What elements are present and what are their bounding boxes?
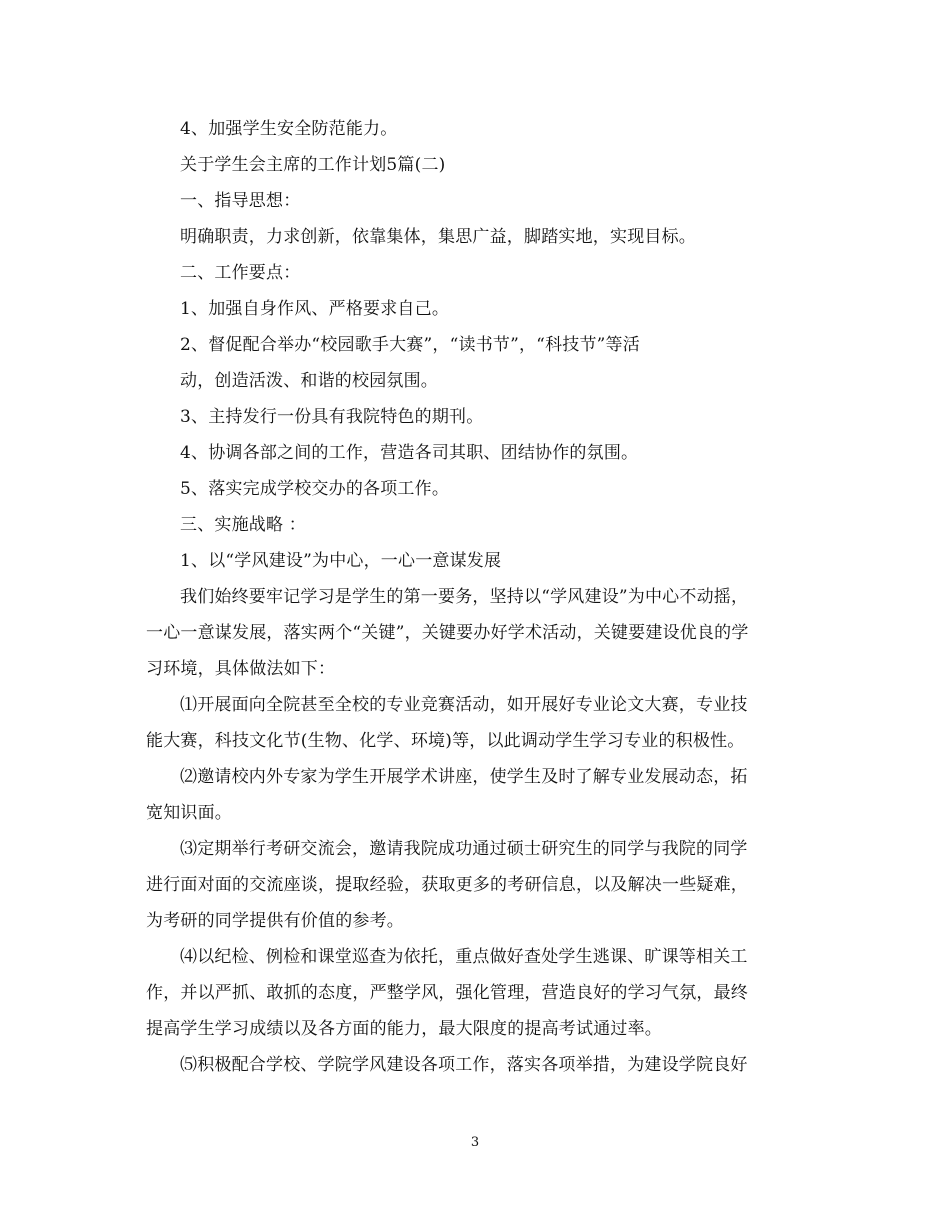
- text-line: ⑶定期举行考研交流会，邀请我院成功通过硕士研究生的同学与我院的同学: [180, 839, 748, 859]
- text-line: 习环境，具体做法如下：: [146, 659, 336, 679]
- text-line: 一心一意谋发展，落实两个“关键”，关键要办好学术活动，关键要建设优良的学: [146, 623, 749, 643]
- text-line: 三、实施战略 ：: [180, 515, 307, 535]
- text-line: 1、以“学风建设”为中心，一心一意谋发展: [180, 551, 502, 571]
- text-line: 提高学生学习成绩以及各方面的能力，最大限度的提高考试通过率。: [146, 1019, 662, 1039]
- text-line: 我们始终要牢记学习是学生的第一要务，坚持以“学风建设”为中心不动摇，: [180, 587, 749, 607]
- text-line: 4、协调各部之间的工作，营造各司其职、团结协作的氛围。: [180, 443, 639, 463]
- page-number: 3: [470, 1135, 480, 1150]
- document-body: [146, 111, 806, 1083]
- text-line: ⑸积极配合学校、学院学风建设各项工作，落实各项举措，为建设学院良好: [180, 1055, 748, 1075]
- text-line: 二、工作要点：: [180, 263, 301, 283]
- text-line: 明确职责，力求创新，依靠集体，集思广益，脚踏实地，实现目标。: [180, 227, 696, 247]
- text-line: ⑴开展面向全院甚至全校的专业竞赛活动，如开展好专业论文大赛，专业技: [180, 695, 748, 715]
- text-line: 动，创造活泼、和谐的校园氛围。: [180, 371, 438, 391]
- text-line: 进行面对面的交流座谈，提取经验，获取更多的考研信息，以及解决一些疑难，: [146, 875, 748, 895]
- text-line: 关于学生会主席的工作计划5篇(二): [180, 155, 446, 175]
- text-line: ⑵邀请校内外专家为学生开展学术讲座，使学生及时了解专业发展动态，拓: [180, 767, 748, 787]
- text-line: 2、督促配合举办“校园歌手大赛”，“读书节”，“科技节”等活: [180, 335, 640, 355]
- text-line: 一、指导思想：: [180, 191, 301, 211]
- text-line: ⑷以纪检、例检和课堂巡查为依托，重点做好查处学生逃课、旷课等相关工: [180, 947, 748, 967]
- text-line: 作，并以严抓、敢抓的态度，严整学风，强化管理，营造良好的学习气氛，最终: [146, 983, 748, 1003]
- text-line: 1、加强自身作风、严格要求自己。: [180, 299, 450, 319]
- text-line: 宽知识面。: [146, 803, 232, 823]
- text-line: 3、主持发行一份具有我院特色的期刊。: [180, 407, 484, 427]
- text-line: 为考研的同学提供有价值的参考。: [146, 911, 404, 931]
- text-line: 5、落实完成学校交办的各项工作。: [180, 479, 450, 499]
- text-line: 4、加强学生安全防范能力。: [180, 119, 398, 139]
- text-line: 能大赛，科技文化节(生物、化学、环境)等，以此调动学生学习专业的积极性。: [146, 731, 745, 751]
